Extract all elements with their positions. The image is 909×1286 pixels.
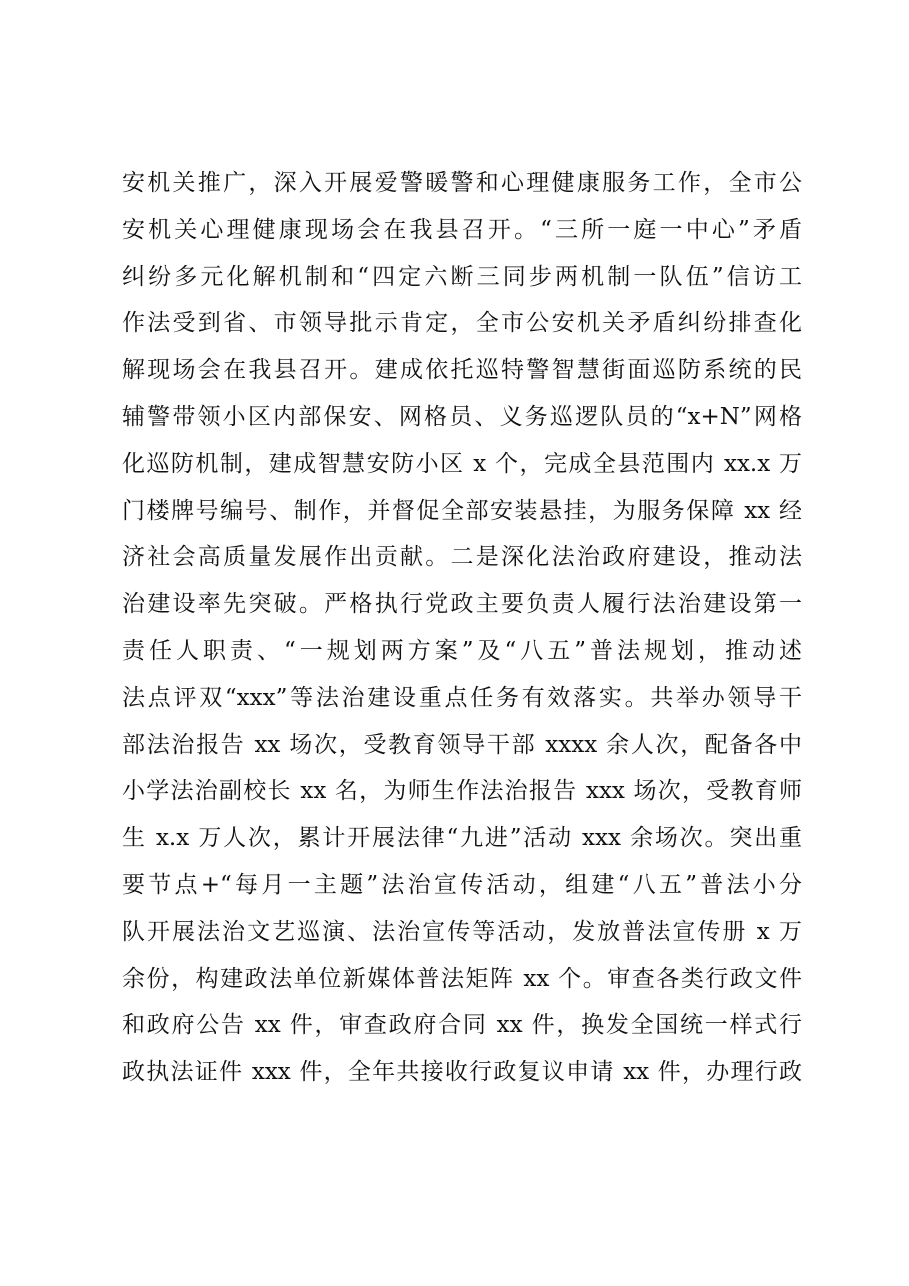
text-line-5: 解现场会在我县召开。建成依托巡特警智慧街面巡防系统的民 — [122, 357, 802, 384]
body-paragraph — [122, 160, 802, 1096]
text-line-8: 门楼牌号编号、制作，并督促全部安装悬挂，为服务保障 xx 经 — [122, 497, 802, 524]
text-line-20: 政执法证件 xxx 件，全年共接收行政复议申请 xx 件，办理行政 — [122, 1059, 802, 1086]
text-line-11: 责任人职责、“一规划两方案”及“八五”普法规划，推动述 — [122, 637, 802, 664]
text-line-18: 余份，构建政法单位新媒体普法矩阵 xx 个。审查各类行政文件 — [122, 965, 802, 992]
text-line-16: 要节点+“每月一主题”法治宣传活动，组建“八五”普法小分 — [122, 871, 802, 898]
text-line-10: 治建设率先突破。严格执行党政主要负责人履行法治建设第一 — [122, 591, 802, 618]
text-line-19: 和政府公告 xx 件，审查政府合同 xx 件，换发全国统一样式行 — [122, 1012, 802, 1039]
text-line-1: 安机关推广，深入开展爱警暖警和心理健康服务工作，全市公 — [122, 170, 802, 196]
text-line-17: 队开展法治文艺巡演、法治宣传等活动，发放普法宣传册 x 万 — [122, 918, 802, 945]
text-line-12: 法点评双“xxx”等法治建设重点任务有效落实。共举办领导干 — [122, 684, 802, 711]
text-line-7: 化巡防机制，建成智慧安防小区 x 个，完成全县范围内 xx.x 万 — [122, 450, 802, 477]
text-line-4: 作法受到省、市领导批示肯定，全市公安机关矛盾纠纷排查化 — [122, 310, 802, 337]
text-line-2: 安机关心理健康现场会在我县召开。“三所一庭一中心”矛盾 — [122, 216, 802, 243]
text-line-15: 生 x.x 万人次，累计开展法律“九进”活动 xxx 余场次。突出重 — [122, 825, 802, 852]
text-line-3: 纠纷多元化解机制和“四定六断三同步两机制一队伍”信访工 — [122, 263, 802, 290]
text-line-14: 小学法治副校长 xx 名，为师生作法治报告 xxx 场次，受教育师 — [122, 778, 802, 805]
text-line-13: 部法治报告 xx 场次，受教育领导干部 xxxx 余人次，配备各中 — [122, 731, 802, 758]
text-line-9: 济社会高质量发展作出贡献。二是深化法治政府建设，推动法 — [122, 544, 802, 571]
text-line-6: 辅警带领小区内部保安、网格员、义务巡逻队员的“x+N”网格 — [122, 403, 802, 430]
